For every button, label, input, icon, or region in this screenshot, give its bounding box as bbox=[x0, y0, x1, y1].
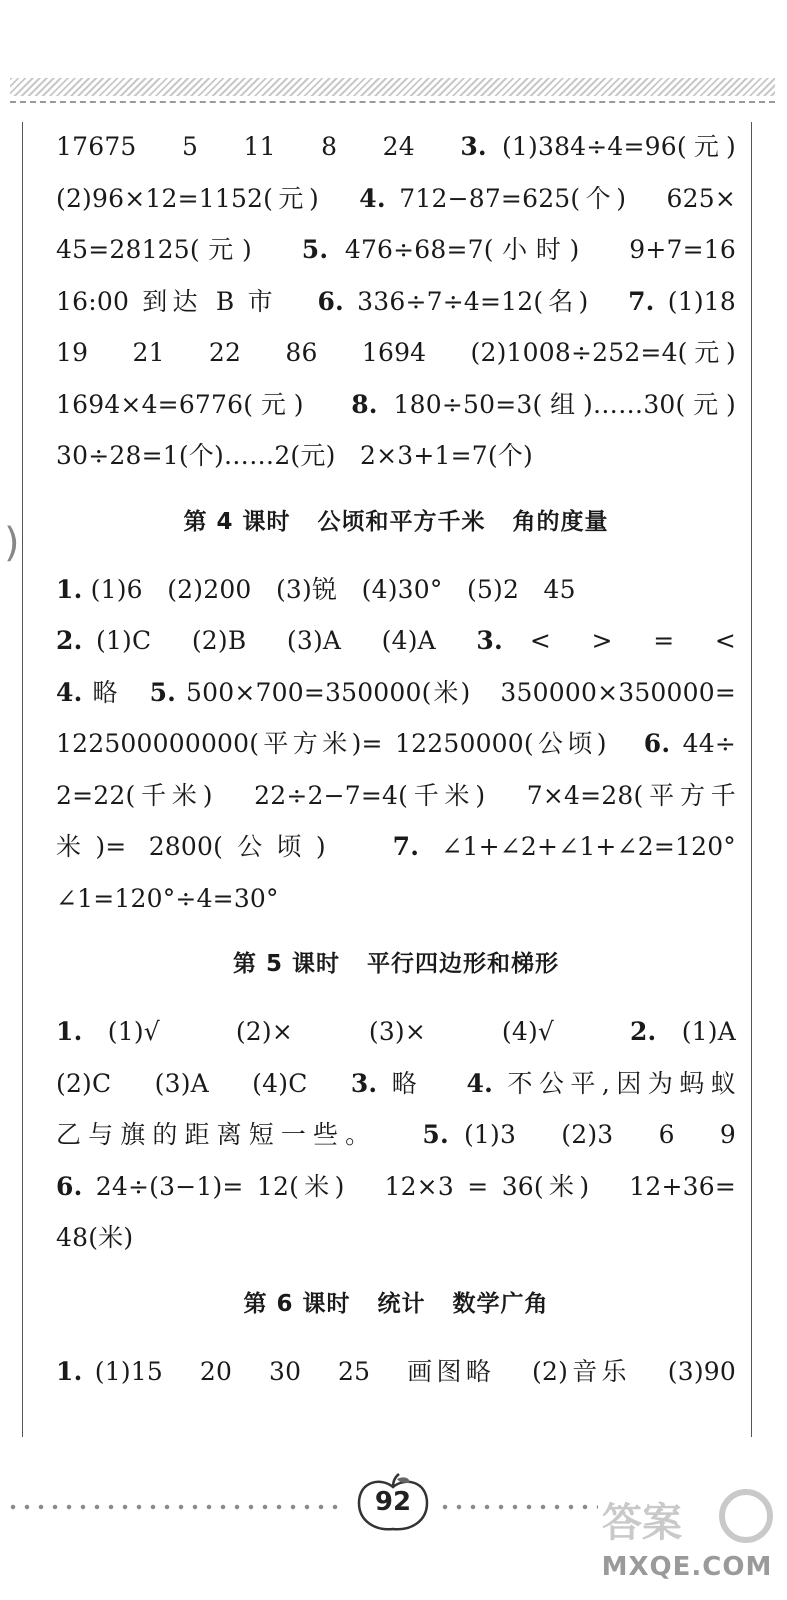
answer-line bbox=[56, 667, 736, 719]
question-number: 6. bbox=[56, 1171, 83, 1201]
answer-text: (1)18 bbox=[654, 286, 736, 316]
answer-line bbox=[56, 430, 736, 482]
answer-text: (2)C (3)A (4)C bbox=[56, 1068, 351, 1098]
answer-text: (1)384÷4=96(元) bbox=[486, 132, 736, 161]
question-number: 6. bbox=[317, 286, 344, 316]
answer-line bbox=[56, 1109, 736, 1161]
answer-line bbox=[56, 224, 736, 276]
heading-lesson-4: 第 4 课时 公顷和平方千米 角的度量 bbox=[183, 508, 609, 535]
answer-text: < > = < bbox=[502, 626, 736, 655]
answer-text: 122500000000(平方米)= 12250000(公顷) bbox=[56, 729, 644, 758]
answer-text: (1)C (2)B (3)A (4)A bbox=[82, 626, 477, 655]
answer-text: 略 bbox=[377, 1068, 467, 1098]
watermark-url: MXQE.COM bbox=[601, 1552, 773, 1582]
question-number: 2. bbox=[56, 626, 83, 655]
answer-text: 1694×4=6776(元) bbox=[56, 389, 352, 419]
answer-line bbox=[56, 615, 736, 667]
question-number: 7. bbox=[392, 832, 420, 861]
answer-text: (2)96×12=1152(元) bbox=[56, 183, 360, 213]
answer-text: 19 21 22 86 1694 (2)1008÷252=4(元) bbox=[56, 338, 736, 367]
header-dashed-rule bbox=[10, 101, 775, 103]
question-number: 8. bbox=[351, 389, 378, 419]
answer-line bbox=[56, 379, 736, 431]
answer-text: 30÷28=1(个)……2(元) 2×3+1=7(个) bbox=[56, 441, 533, 470]
answer-line bbox=[56, 770, 736, 822]
answer-text: 略 bbox=[82, 677, 150, 707]
answer-text: 16:00 到达 B 市 bbox=[56, 286, 318, 316]
answer-text: 45=28125(元) bbox=[56, 235, 302, 264]
answer-line bbox=[56, 1058, 736, 1110]
answer-line bbox=[56, 718, 736, 770]
question-number: 2. bbox=[629, 1017, 657, 1046]
question-number: 3. bbox=[460, 132, 487, 161]
answer-text: 180÷50=3(组)……30(元) bbox=[377, 389, 737, 419]
answers-lesson-3-continued bbox=[56, 121, 736, 482]
answer-line bbox=[56, 1212, 736, 1264]
question-number: 7. bbox=[628, 286, 655, 316]
question-number: 4. bbox=[466, 1068, 494, 1098]
answer-text: (1)√ (2)× (3)× (4)√ bbox=[82, 1017, 630, 1046]
answer-text: ∠1=120°÷4=30° bbox=[56, 883, 279, 913]
question-number: 5. bbox=[422, 1120, 449, 1149]
answer-text: (1)6 (2)200 (3)锐 (4)30° (5)2 45 bbox=[82, 574, 576, 604]
answer-line bbox=[56, 873, 736, 925]
answer-line bbox=[56, 1346, 736, 1398]
answer-line bbox=[56, 276, 736, 328]
footer-dots-left bbox=[6, 1500, 342, 1514]
answer-line bbox=[56, 173, 736, 225]
left-margin-rule bbox=[22, 122, 23, 1437]
answers-lesson-6 bbox=[56, 1346, 736, 1398]
question-number: 4. bbox=[56, 677, 83, 707]
answer-line bbox=[56, 121, 736, 173]
question-number: 5. bbox=[149, 677, 177, 707]
question-number: 4. bbox=[359, 183, 386, 213]
svg-text:答案: 答案 bbox=[602, 1500, 682, 1546]
answer-line bbox=[56, 821, 736, 873]
heading-lesson-6: 第 6 课时 统计 数学广角 bbox=[243, 1290, 549, 1317]
answer-text: 米)= 2800(公顷) bbox=[56, 832, 393, 861]
binding-bracket-icon: ) bbox=[4, 520, 20, 566]
answer-text: 500×700=350000(米) 350000×350000= bbox=[176, 677, 736, 707]
question-number: 1. bbox=[56, 1017, 83, 1046]
right-margin-rule bbox=[751, 122, 752, 1437]
answers-lesson-5 bbox=[56, 1006, 736, 1264]
answer-text: 336÷7÷4=12(名) bbox=[343, 286, 629, 316]
question-number: 1. bbox=[56, 574, 83, 604]
answer-text: 不公平,因为蚂蚁 bbox=[493, 1068, 736, 1098]
heading-lesson-5: 第 5 课时 平行四边形和梯形 bbox=[232, 951, 560, 977]
footer-dots-right bbox=[438, 1500, 598, 1514]
answer-text: 17675 5 11 8 24 bbox=[56, 132, 461, 161]
answer-text: 2=22(千米) 22÷2−7=4(千米) 7×4=28(平方千 bbox=[56, 780, 736, 810]
header-decorative-band bbox=[10, 78, 775, 96]
answer-text: 476÷68=7(小时) 9+7=16 bbox=[328, 235, 736, 264]
answer-text: 24÷(3−1)= 12(米) 12×3 = 36(米) 12+36= bbox=[82, 1171, 736, 1201]
answer-text: ∠1+∠2+∠1+∠2=120° bbox=[419, 832, 736, 861]
answer-text: 712−87=625(个) 625× bbox=[385, 183, 736, 213]
answer-line bbox=[56, 1161, 736, 1213]
question-number: 5. bbox=[301, 235, 329, 264]
question-number: 6. bbox=[643, 729, 671, 758]
question-number: 1. bbox=[56, 1356, 83, 1386]
answer-text: (1)15 20 30 25 画图略 (2)音乐 (3)90 bbox=[82, 1356, 736, 1386]
answer-text: 48(米) bbox=[56, 1223, 134, 1252]
answer-text: (1)A bbox=[656, 1017, 736, 1046]
answer-line bbox=[56, 327, 736, 379]
page-number: 92 bbox=[374, 1487, 412, 1517]
question-number: 3. bbox=[350, 1068, 378, 1098]
answer-content bbox=[56, 121, 736, 1397]
answers-lesson-4 bbox=[56, 564, 736, 925]
answer-text: 乙与旗的距离短一些。 bbox=[56, 1120, 423, 1149]
answer-line bbox=[56, 1006, 736, 1058]
answer-text: (1)3 (2)3 6 9 bbox=[448, 1120, 736, 1149]
answer-text: 44÷ bbox=[670, 729, 736, 758]
answer-line bbox=[56, 564, 736, 616]
question-number: 3. bbox=[476, 626, 503, 655]
